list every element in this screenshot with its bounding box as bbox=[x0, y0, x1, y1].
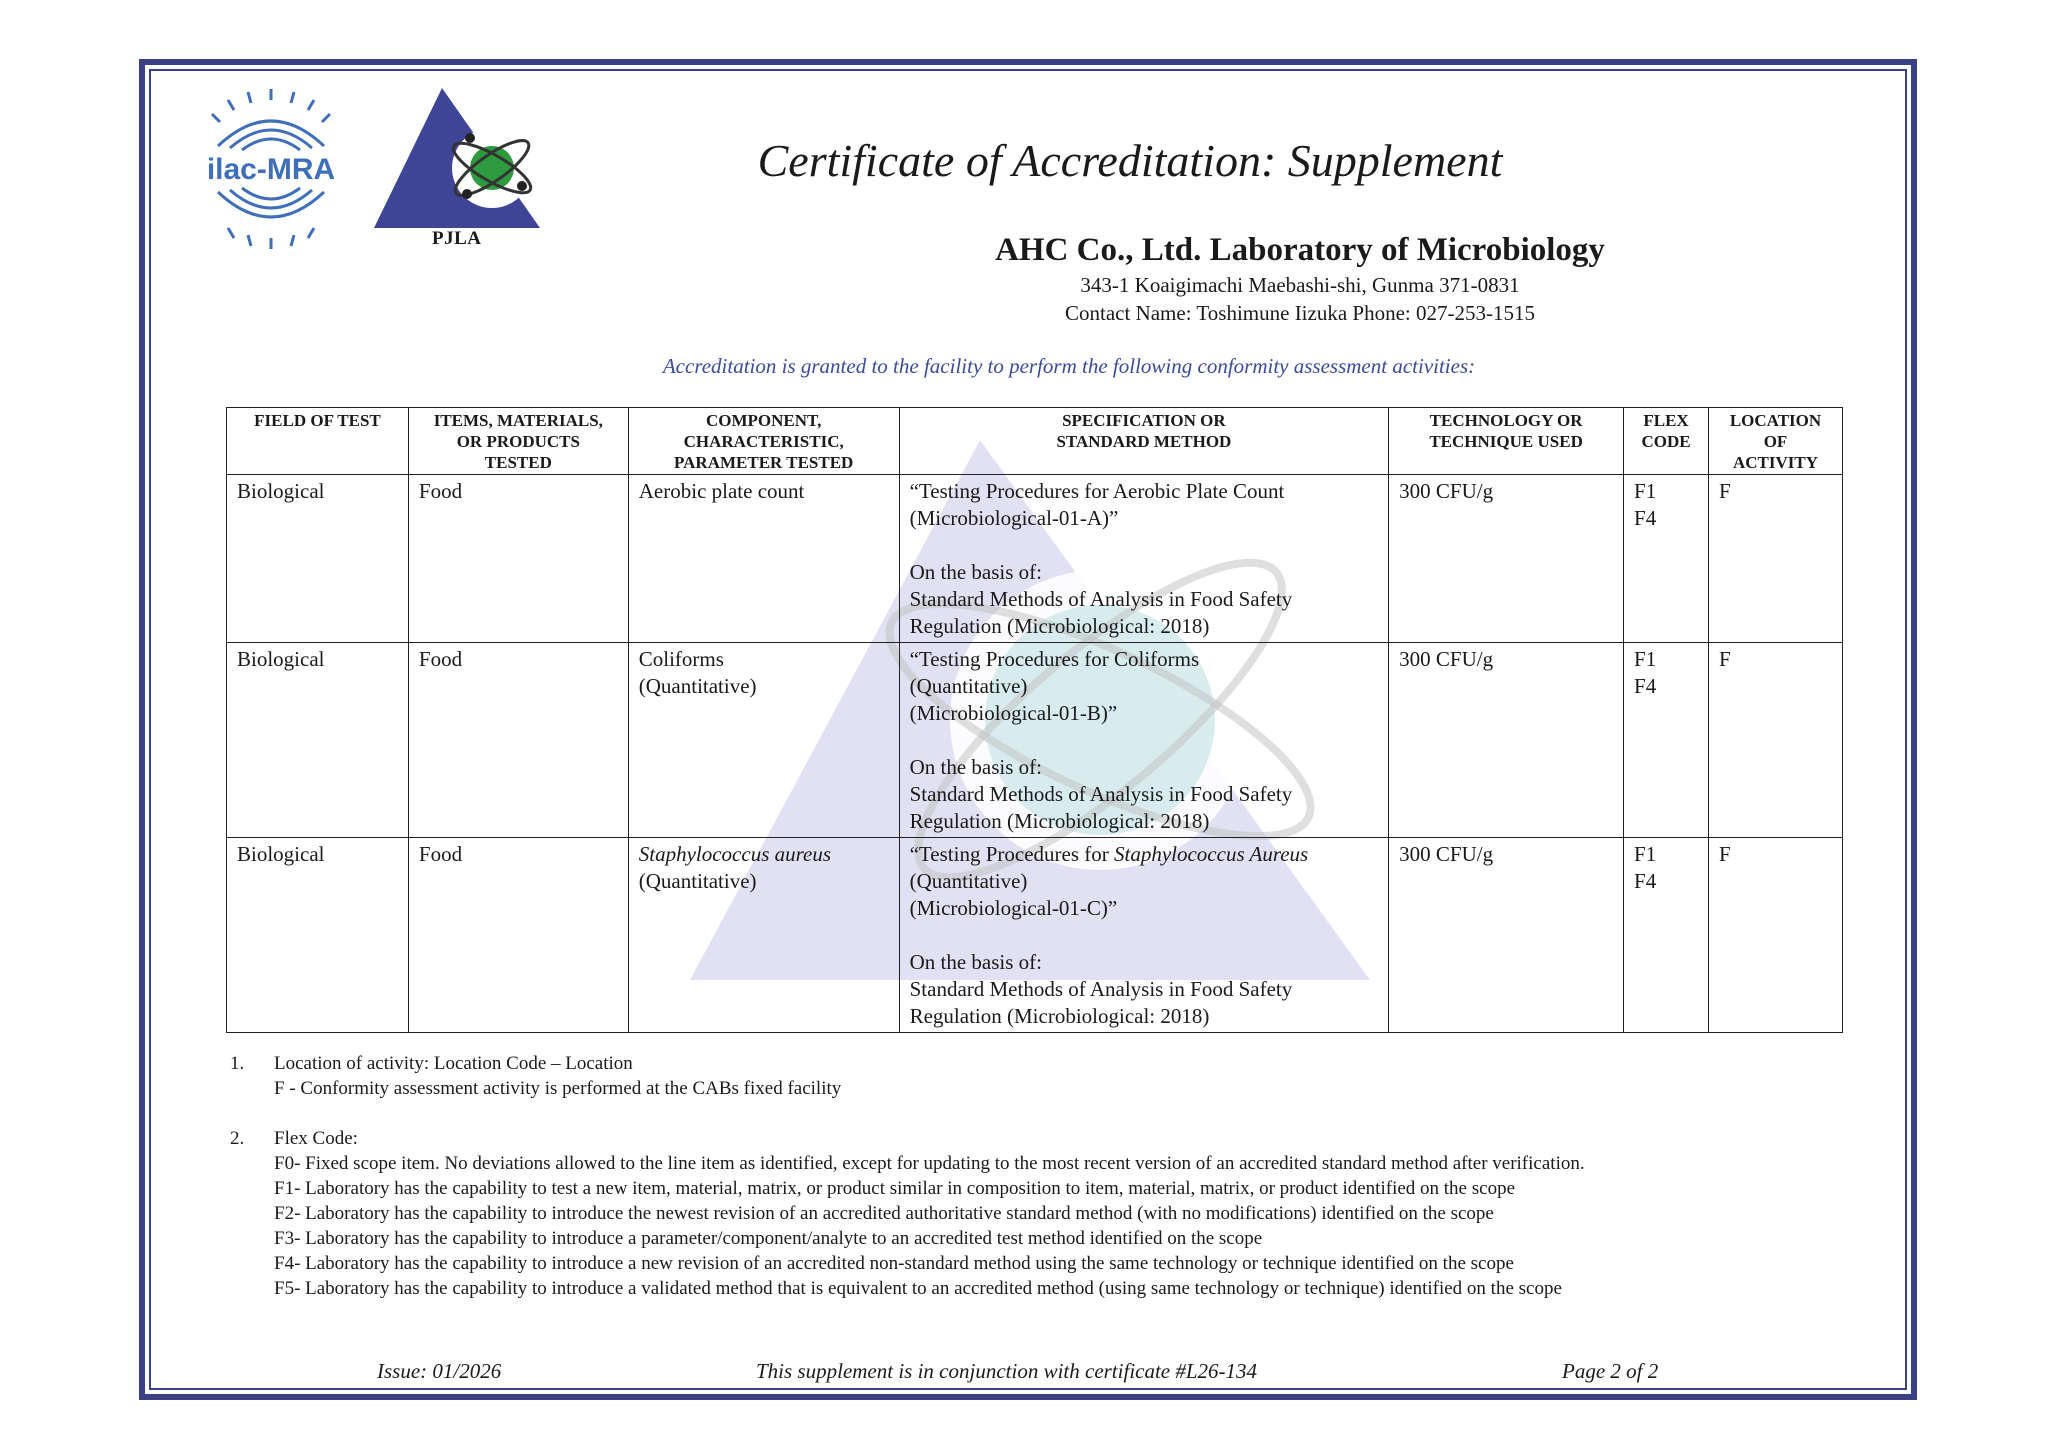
cell-item: Food bbox=[408, 475, 628, 643]
ilac-mra-logo bbox=[188, 86, 354, 252]
table-row bbox=[227, 475, 1843, 643]
cell-item: Food bbox=[408, 838, 628, 1033]
header-component: COMPONENT, CHARACTERISTIC, PARAMETER TESTED bbox=[628, 408, 899, 475]
table-row bbox=[227, 643, 1843, 838]
cell-flex: F1 F4 bbox=[1624, 475, 1709, 643]
table-header-row bbox=[227, 408, 1843, 475]
note-number: 2. bbox=[230, 1128, 245, 1149]
spec-text-rest: (Microbiological-01-A)” On the basis of: Standard Methods of Analysis in Food Safety Regulation (Microbiological: 2018) bbox=[909, 506, 1293, 638]
cell-specification bbox=[899, 838, 1389, 1033]
cell-field: Biological bbox=[227, 643, 409, 838]
note-1 bbox=[230, 1051, 1850, 1126]
cell-technology: 300 CFU/g bbox=[1389, 475, 1624, 643]
spec-text-rest: (Quantitative) (Microbiological-01-B)” On the basis of: Standard Methods of Analysis in Food Safety Regulation (Microbiological: 2018) bbox=[909, 674, 1293, 833]
component-name: Coliforms bbox=[638, 647, 724, 671]
spec-text: “Testing Procedures for Coliforms bbox=[909, 647, 1200, 671]
note-text: Location of activity: Location Code – Location F - Conformity assessment activity is performed at the CABs fixed facility bbox=[274, 1053, 842, 1099]
spec-text: “Testing Procedures for Aerobic Plate Count bbox=[909, 479, 1285, 503]
header-specification: SPECIFICATION OR STANDARD METHOD bbox=[899, 408, 1389, 475]
cell-component bbox=[628, 475, 899, 643]
cell-field: Biological bbox=[227, 838, 409, 1033]
cell-component bbox=[628, 838, 899, 1033]
header-flex-code: FLEX CODE bbox=[1624, 408, 1709, 475]
lab-name: AHC Co., Ltd. Laboratory of Microbiology bbox=[995, 232, 1605, 268]
cell-specification bbox=[899, 643, 1389, 838]
header-field-of-test: FIELD OF TEST bbox=[227, 408, 409, 475]
component-name: Aerobic plate count bbox=[638, 479, 805, 503]
grant-statement: Accreditation is granted to the facility to perform the following conformity assessment activities: bbox=[662, 354, 1476, 378]
lab-contact: Contact Name: Toshimune Iizuka Phone: 027-253-1515 bbox=[1065, 301, 1535, 325]
header-items: ITEMS, MATERIALS, OR PRODUCTS TESTED bbox=[408, 408, 628, 475]
page-number: Page 2 of 2 bbox=[1562, 1359, 1659, 1383]
cell-technology: 300 CFU/g bbox=[1389, 838, 1624, 1033]
note-number: 1. bbox=[230, 1053, 245, 1074]
spec-italic: Staphylococcus Aureus bbox=[1114, 842, 1309, 866]
pjla-label: PJLA bbox=[432, 228, 482, 249]
component-name: Staphylococcus aureus bbox=[638, 842, 832, 866]
spec-text-rest: (Quantitative) (Microbiological-01-C)” On the basis of: Standard Methods of Analysis in Food Safety Regulation (Microbiological: 2018) bbox=[909, 869, 1293, 1028]
header-technology: TECHNOLOGY OR TECHNIQUE USED bbox=[1389, 408, 1624, 475]
cell-flex: F1 F4 bbox=[1624, 838, 1709, 1033]
scope-table bbox=[226, 407, 1843, 1033]
table-row bbox=[227, 838, 1843, 1033]
page-title: Certificate of Accreditation: Supplement bbox=[757, 135, 1503, 186]
cell-location: F bbox=[1709, 643, 1843, 838]
note-text: Flex Code: F0- Fixed scope item. No deviations allowed to the line item as identified, except for updating to the most recent version of an accredited standard method after verification. F1- Laboratory has the capability to test a new item, material, matrix, or product similar in composition to item, material, matrix, or product identified on the scope F2- Laboratory has the capability to introduce the newest revision of an accredited authoritative standard method (with no modifications) identified on the scope F3- Laboratory has the capability to introduce a parameter/component/analyte to an accredited test method identified on the scope F4- Laboratory has the capability to introduce a new revision of an accredited non-standard method using the same technology or technique identified on the scope F5- Laboratory has the capability to introduce a validated method that is equivalent to an accredited method (using same technology or technique) identified on the scope bbox=[274, 1128, 1585, 1299]
cell-location: F bbox=[1709, 475, 1843, 643]
cell-item: Food bbox=[408, 643, 628, 838]
lab-address: 343-1 Koaigimachi Maebashi-shi, Gunma 371-0831 bbox=[1080, 273, 1520, 297]
issue-date: Issue: 01/2026 bbox=[377, 1359, 502, 1383]
spec-text: “Testing Procedures for bbox=[909, 842, 1114, 866]
cell-field: Biological bbox=[227, 475, 409, 643]
component-qualifier: (Quantitative) bbox=[638, 674, 757, 698]
certificate-reference: This supplement is in conjunction with certificate #L26-134 bbox=[756, 1359, 1258, 1383]
cell-technology: 300 CFU/g bbox=[1389, 643, 1624, 838]
cell-specification bbox=[899, 475, 1389, 643]
cell-flex: F1 F4 bbox=[1624, 643, 1709, 838]
component-qualifier: (Quantitative) bbox=[638, 869, 757, 893]
cell-location: F bbox=[1709, 838, 1843, 1033]
svg-text:ilac-MRA: ilac-MRA bbox=[206, 153, 336, 186]
header-location: LOCATION OF ACTIVITY bbox=[1709, 408, 1843, 475]
notes-section bbox=[230, 1051, 1850, 1299]
cell-component bbox=[628, 643, 899, 838]
